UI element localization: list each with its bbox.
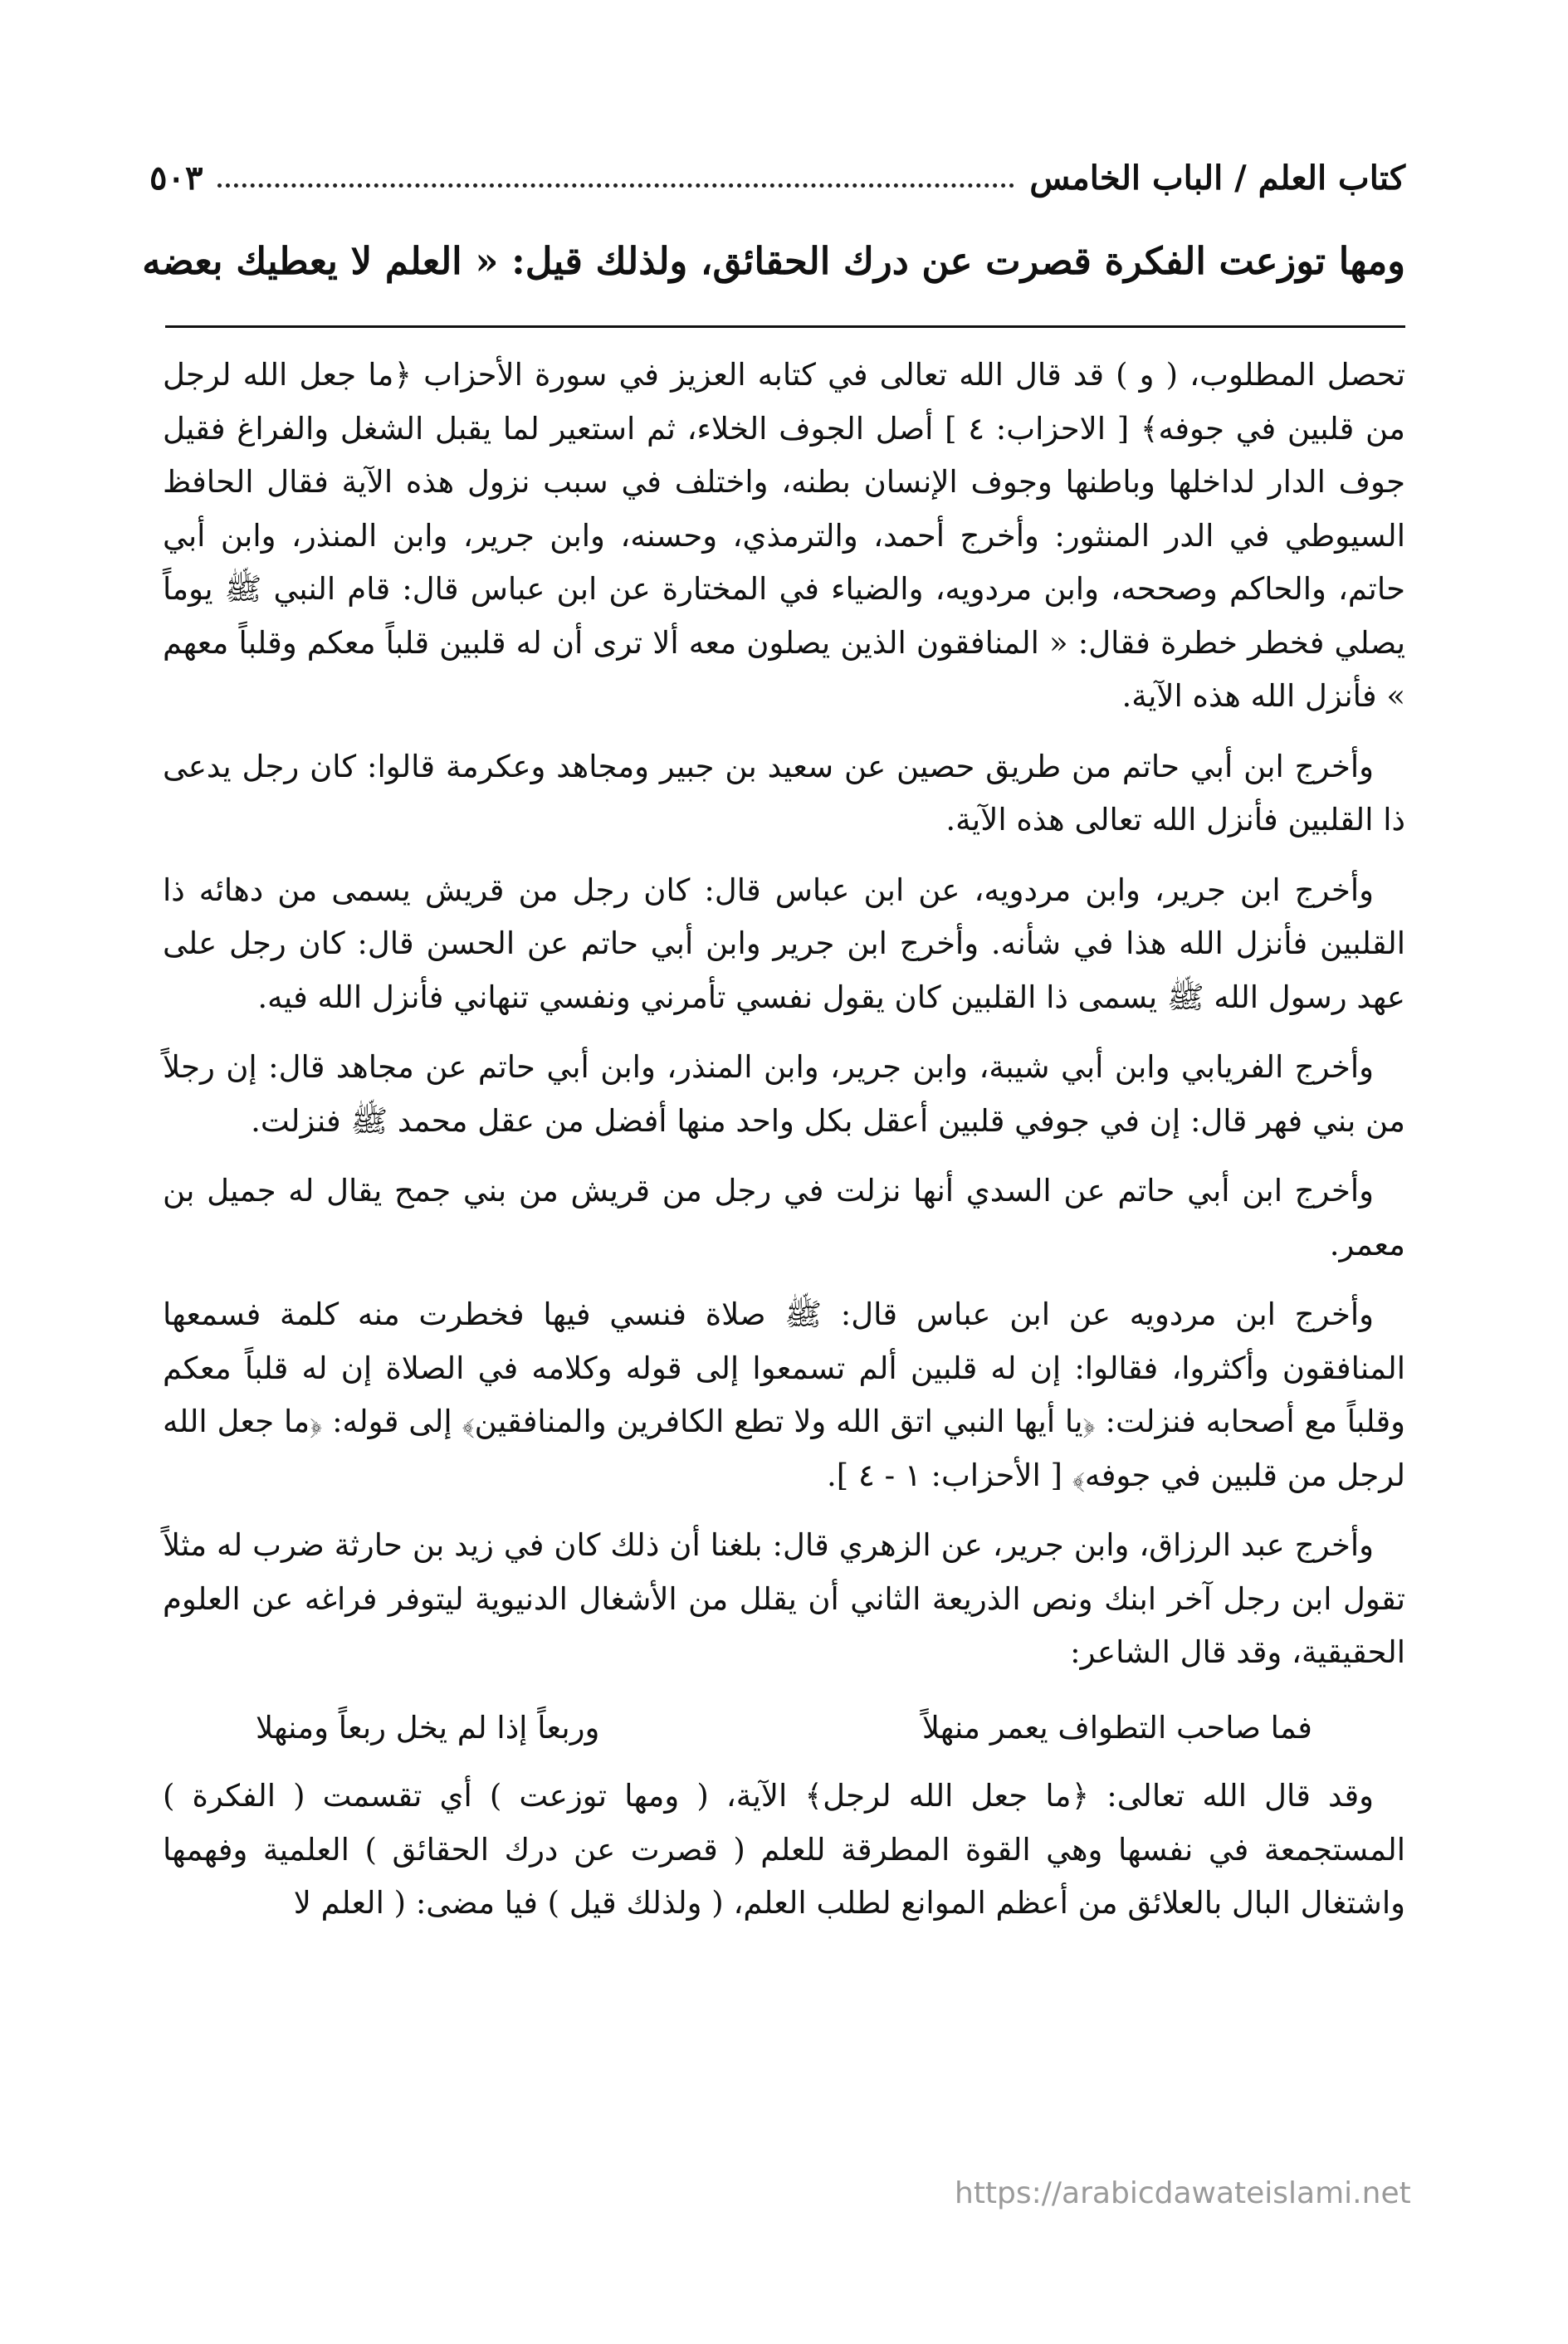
commentary-body [163, 349, 1405, 1947]
verse-second-hemistich: وربعاً إذا لم يخل ربعاً ومنهلا [256, 1709, 600, 1746]
paragraph: وأخرج ابن أبي حاتم من طريق حصين عن سعيد بن جبير ومجاهد وعكرمة قالوا: كان رجل يدعى ذا القلبين فأنزل الله تعالى هذه الآية. [163, 748, 1405, 837]
paragraph: وأخرج ابن أبي حاتم عن السدي أنها نزلت في رجل من قريش من بني جمح يقال له جميل بن معمر. [163, 1173, 1405, 1262]
paragraph: وأخرج الفريابي وابن أبي شيبة، وابن جرير، وابن المنذر، وابن أبي حاتم عن مجاهد قال: إن رجلاً من بني فهر قال: إن في جوفي قلبين أعقل بكل واحد منها أفضل من عقل محمد ﷺ فنزلت. [163, 1049, 1405, 1139]
separator-rule [165, 325, 1405, 328]
watermark-url: https://arabicdawateislami.net [955, 2176, 1411, 2210]
main-text-line: ومها توزعت الفكرة قصرت عن درك الحقائق، ولذلك قيل: « العلم لا يعطيك بعضه [142, 239, 1405, 283]
paragraph: وأخرج ابن جرير، وابن مردويه، عن ابن عباس قال: كان رجل من قريش يسمى من دهائه ذا القلبين فأنزل الله هذا في شأنه. وأخرج ابن جرير وابن أبي حاتم عن الحسن قال: كان رجل على عهد رسول الله ﷺ يسمى ذا القلبين كان يقول نفسي تأمرني ونفسي تنهاني فأنزل الله فيه. [163, 872, 1405, 1015]
running-header [149, 139, 1405, 198]
verse-first-hemistich: فما صاحب التطواف يعمر منهلاً [921, 1709, 1312, 1746]
chapter-title: كتاب العلم / الباب الخامس [1029, 159, 1405, 198]
paragraph: وأخرج ابن مردويه عن ابن عباس قال: ﷺ صلاة فنسي فيها فخطرت منه كلمة فسمعها المنافقون وأكثروا، فقالوا: إن له قلبين ألم تسمعوا إلى قوله وكلامه في الصلاة إن له قلباً معكم وقلباً مع أصحابه فنزلت: ﴿يا أيها النبي اتق الله ولا تطع الكافرين والمنافقين﴾ إلى قوله: ﴿ما جعل الله لرجل من قلبين في جوفه﴾ [ الأحزاب: ١ - ٤ ]. [163, 1297, 1405, 1493]
poetry-verse [163, 1697, 1405, 1770]
leader-dots [217, 183, 1014, 188]
page-number: ٥٠٣ [149, 159, 203, 198]
paragraph: تحصل المطلوب، ( و ) قد قال الله تعالى في كتابه العزيز في سورة الأحزاب ﴿ما جعل الله لرجل من قلبين في جوفه﴾ [ الاحزاب: ٤ ] أصل الجوف الخلاء، ثم استعير لما يقبل الشغل والفراغ فقيل جوف الدار لداخلها وباطنها وجوف الإنسان بطنه، واختلف في سبب نزول هذه الآية فقال الحافظ السيوطي في الدر المنثور: وأخرج أحمد، والترمذي، وحسنه، وابن جرير، وابن المنذر، وابن أبي حاتم، والحاكم وصححه، وابن مردويه، والضياء في المختارة عن ابن عباس قال: قام النبي ﷺ يوماً يصلي فخطر خطرة فقال: « المنافقون الذين يصلون معه ألا ترى أن له قلبين قلباً معكم وقلباً معهم » فأنزل الله هذه الآية. [163, 357, 1406, 714]
paragraph: وأخرج عبد الرزاق، وابن جرير، عن الزهري قال: بلغنا أن ذلك كان في زيد بن حارثة ضرب له مثلاً تقول ابن رجل آخر ابنك ونص الذريعة الثاني أن يقلل من الأشغال الدنيوية ليتوفر فراغه عن العلوم الحقيقية، وقد قال الشاعر: [163, 1527, 1405, 1670]
final-paragraph: وقد قال الله تعالى: ﴿ما جعل الله لرجل﴾ الآية، ( ومها توزعت ) أي تقسمت ( الفكرة ) المستجمعة في نفسها وهي القوة المطرقة للعلم ( قصرت عن درك الحقائق ) العلمية وفهمها واشتغال البال بالعلائق من أعظم الموانع لطلب العلم، ( ولذلك قيل ) فيا مضى: ( العلم لا [163, 1778, 1405, 1921]
